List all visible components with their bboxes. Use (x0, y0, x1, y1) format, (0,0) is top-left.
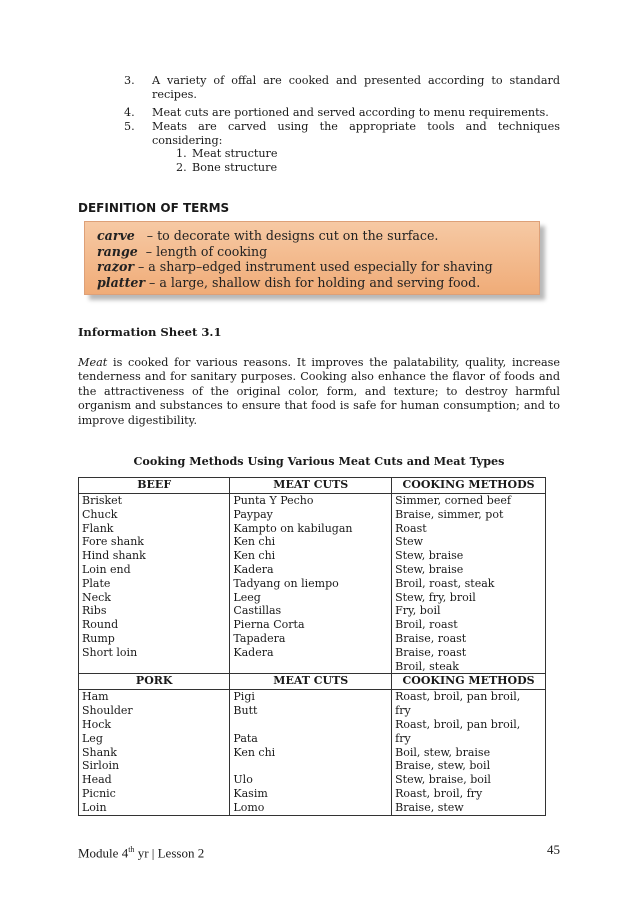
definition-term: razor (97, 259, 134, 275)
definition-row (97, 244, 539, 260)
table-cell-line: Broil, roast (395, 618, 458, 632)
table-cell-line: Ken chi (233, 549, 276, 563)
column-header: MEAT CUTS (230, 478, 392, 494)
objective-number: 4. (124, 106, 135, 119)
table-cell-line: Hock (82, 717, 112, 731)
table-cell-line: Shoulder (82, 704, 133, 718)
table-cell-line: Rump (82, 631, 115, 645)
table-cell-line: Loin end (82, 562, 131, 576)
table-title: Cooking Methods Using Various Meat Cuts and Meat Types (133, 454, 505, 468)
footer-module-suffix: yr | Lesson 2 (134, 845, 205, 861)
beef-cuts-cell (230, 494, 392, 674)
table-cell-line: Kadera (233, 645, 274, 659)
definition-row (97, 228, 539, 244)
information-sheet-title: Information Sheet 3.1 (78, 325, 222, 339)
pork-types-cell (79, 690, 230, 815)
definition-separator: – (133, 259, 149, 275)
table-cell-line: Pata (233, 731, 258, 745)
pork-body-row (79, 690, 546, 815)
consideration-text: Meat structure (192, 147, 278, 160)
table-cell-line: Ken chi (233, 745, 276, 759)
cooking-methods-table (78, 477, 546, 816)
definition-text: length of cooking (156, 243, 268, 259)
consideration-text: Bone structure (192, 161, 278, 174)
table-cell-line: Fore shank (82, 535, 144, 549)
table-cell-line: Shank (82, 745, 117, 759)
table-cell-line: Ulo (233, 773, 253, 787)
beef-body-row (79, 494, 546, 674)
table-cell-line (82, 660, 226, 674)
table-cell-line: Broil, roast, steak (395, 576, 495, 590)
objective-item (124, 74, 560, 102)
definition-separator: – (134, 228, 158, 243)
definition-text: a large, shallow dish for holding and serving food. (159, 274, 481, 290)
table-cell-line (233, 718, 388, 732)
column-header: BEEF (79, 478, 230, 494)
objective-item (124, 106, 560, 120)
table-cell-line: Short loin (82, 645, 138, 659)
beef-types-cell (79, 494, 230, 674)
definition-term: platter (97, 274, 146, 290)
table-cell-line: Ken chi (233, 535, 276, 549)
table-cell-line: Loin (82, 800, 107, 814)
paragraph-lead-word: Meat (78, 356, 108, 369)
table-cell-line: Stew (395, 535, 424, 549)
table-cell-line: Picnic (82, 786, 116, 800)
definition-separator: – (137, 243, 157, 259)
table-cell-line: Kadera (233, 562, 274, 576)
table-cell-line: Braise, simmer, pot (395, 507, 504, 521)
definition-text: to decorate with designs cut on the surface. (157, 228, 439, 243)
table-cell-line: Boil, stew, braise (395, 745, 491, 759)
table-cell-line: Braise, roast (395, 645, 467, 659)
table-cell-line: Fry, boil (395, 604, 441, 618)
table-cell-line: Butt (233, 704, 258, 718)
footer-module-prefix: Module 4 (78, 845, 129, 861)
table-cell-line: Sirloin (82, 759, 120, 773)
pork-methods-cell (392, 690, 546, 815)
table-cell-line: Leg (82, 731, 103, 745)
definition-row (97, 275, 539, 291)
definitions-box (84, 221, 540, 295)
definition-term: carve (97, 228, 135, 243)
consideration-item (176, 147, 278, 161)
table-cell-line: Kampto on kabilugan (233, 521, 353, 535)
column-header: COOKING METHODS (392, 478, 546, 494)
table-cell-line (233, 660, 388, 674)
table-cell-line: fry (395, 731, 411, 745)
objective-number: 5. (124, 120, 135, 133)
table-cell-line: Pigi (233, 690, 255, 704)
table-cell-line: Tapadera (233, 631, 286, 645)
table-cell-line: Brisket (82, 494, 123, 507)
objective-text: A variety of offal are cooked and presented according to standard recipes. (152, 74, 560, 101)
table-cell-line: Roast, broil, pan broil, (395, 717, 521, 731)
objective-text: Meats are carved using the appropriate tools and techniques considering: (152, 120, 560, 147)
table-cell-line: Braise, stew, boil (395, 759, 491, 773)
information-paragraph (78, 356, 560, 428)
table-cell-line: Punta Y Pecho (233, 494, 314, 507)
table-cell-line: Pierna Corta (233, 618, 305, 632)
table-cell-line: Flank (82, 521, 114, 535)
table-cell-line: Round (82, 618, 119, 632)
objective-number: 3. (124, 74, 135, 87)
consideration-number: 1. (176, 147, 187, 160)
table-cell-line: Kasim (233, 786, 268, 800)
footer-module-label (78, 843, 204, 860)
column-header: MEAT CUTS (230, 674, 392, 690)
definition-separator: – (145, 274, 160, 290)
table-cell-line: Chuck (82, 507, 118, 521)
table-cell-line: Roast, broil, fry (395, 786, 483, 800)
objective-text: Meat cuts are portioned and served according to menu requirements. (152, 106, 549, 119)
table-cell-line: Roast, broil, pan broil, (395, 690, 521, 704)
table-cell-line: Head (82, 773, 112, 787)
table-cell-line: fry (395, 704, 411, 718)
definition-text: a sharp–edged instrument used especially for shaving (148, 259, 493, 275)
table-cell-line: Leeg (233, 590, 261, 604)
table-cell-line (233, 759, 388, 773)
table-cell-line: Stew, braise (395, 549, 464, 563)
consideration-number: 2. (176, 161, 187, 174)
consideration-item (176, 161, 277, 175)
table-cell-line: Braise, roast (395, 631, 467, 645)
pork-cuts-cell (230, 690, 392, 815)
paragraph-body: is cooked for various reasons. It improves the palatability, quality, increase tenderness and for sanitary purposes. Cooking also enhance the flavor of foods and the attractiveness of the original color, form, and texture; to destroy harmful organism and substances to ensure that food is safe for human consumption; and to improve digestibility. (78, 356, 560, 427)
definition-term: range (97, 243, 138, 259)
table-cell-line: Plate (82, 576, 111, 590)
table-cell-line: Simmer, corned beef (395, 494, 511, 507)
table-cell-line: Hind shank (82, 549, 146, 563)
pork-header-row (79, 674, 546, 690)
definition-row (97, 259, 539, 275)
table-cell-line: Roast (395, 521, 427, 535)
table-cell-line: Castillas (233, 604, 282, 618)
table-cell-line: Braise, stew (395, 800, 464, 814)
table-cell-line: Paypay (233, 507, 273, 521)
table-cell-line: Tadyang on liempo (233, 576, 339, 590)
table-cell-line: Broil, steak (395, 659, 459, 673)
table-cell-line: Ham (82, 690, 109, 704)
column-header: COOKING METHODS (392, 674, 546, 690)
table-cell-line: Lomo (233, 800, 265, 814)
footer-module-superscript: th (128, 845, 135, 854)
table-cell-line: Stew, fry, broil (395, 590, 476, 604)
table-cell-line: Stew, braise, boil (395, 773, 491, 787)
table-cell-line: Stew, braise (395, 562, 464, 576)
column-header: PORK (79, 674, 230, 690)
beef-header-row (79, 478, 546, 494)
definitions-heading: DEFINITION OF TERMS (78, 201, 230, 215)
beef-methods-cell (392, 494, 546, 674)
objective-item (124, 120, 560, 148)
page-number: 45 (547, 842, 560, 857)
table-cell-line: Ribs (82, 604, 107, 618)
table-cell-line: Neck (82, 590, 111, 604)
